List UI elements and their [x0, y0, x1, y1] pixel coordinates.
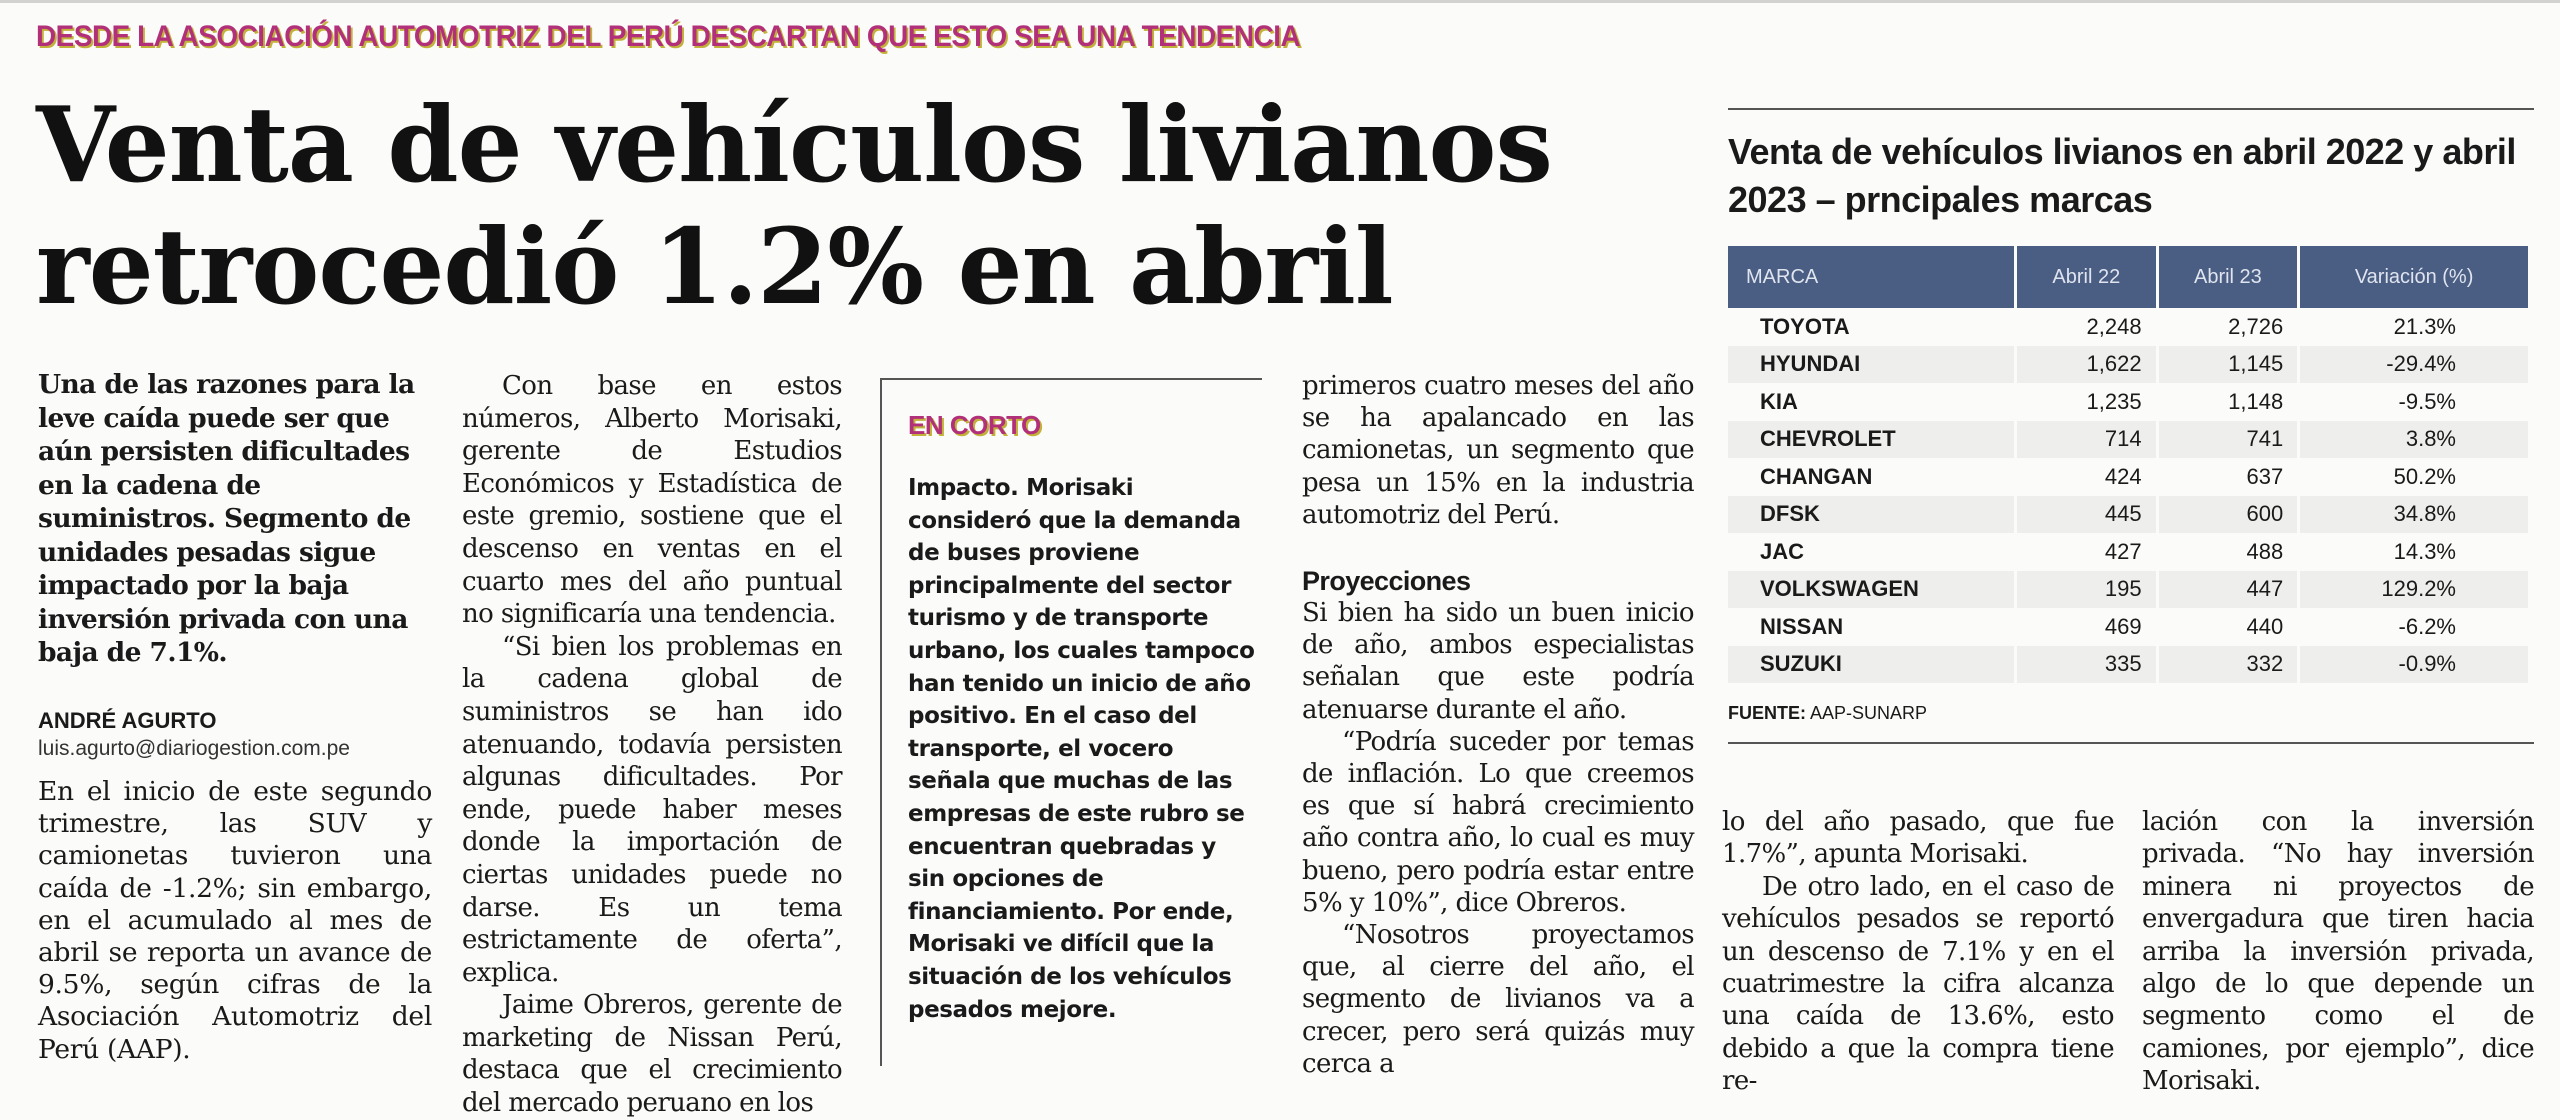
- brand-cell: VOLKSWAGEN: [1728, 571, 2014, 609]
- brand-cell: CHEVROLET: [1728, 421, 2014, 459]
- variation-cell: -0.9%: [2300, 646, 2528, 684]
- author-email[interactable]: luis.agurto@diariogestion.com.pe: [38, 737, 350, 760]
- column-header-abril-23: Abril 23: [2159, 246, 2298, 308]
- summary-text: Una de las razones para la leve caída puede ser que aún persisten dificultades en la cadena de suministros. Segmento de unidades pesadas sigue impactado por la baja inversión privada con una baja de 7.1%.: [38, 369, 415, 668]
- brand-cell: TOYOTA: [1760, 313, 1850, 339]
- abril-23-cell: 1,145: [2159, 346, 2298, 384]
- abril-22-cell: 335: [2017, 646, 2156, 684]
- source-note: [1728, 703, 2534, 724]
- abril-23-cell: 332: [2159, 646, 2298, 684]
- table-row: [1728, 458, 2528, 496]
- headline-line-1: Venta de vehículos livianos: [36, 83, 1552, 206]
- abril-23-cell: 600: [2159, 496, 2298, 534]
- author-name: ANDRÉ AGURTO: [38, 708, 217, 733]
- abril-22-cell: 424: [2104, 463, 2142, 489]
- paragraph: “Si bien los problemas en la cadena global de suministros se han ido atenuando, todavía persisten algunas dificultades. Por ende, puede haber meses donde la importación de ciertas unidades puede no darse. Es un tema estrictamente de oferta”, explica.: [462, 631, 842, 988]
- abril-22-cell: 195: [2017, 571, 2156, 609]
- table-row: [1728, 346, 2528, 384]
- brand-cell: HYUNDAI: [1728, 346, 2014, 384]
- column-header-marca: MARCA: [1728, 246, 2014, 308]
- table-row: [1728, 608, 2528, 646]
- paragraph: lación con la inversión privada. “No hay inversión minera ni proyectos de envergadura que tiren hacia arriba la inversión privada, algo de lo que depende un segmento como el de camiones, por ejemplo”, dice Morisaki.: [2142, 807, 2534, 1097]
- paragraph: De otro lado, en el caso de vehículos pesados se reportó un descenso de 7.1% y en el cuatrimestre la cifra alcanza una caída de 13.6%, esto debido a que la compra tiene re-: [1722, 871, 2114, 1097]
- brand-cell: CHANGAN: [1760, 463, 1873, 489]
- table-row: [1728, 646, 2528, 684]
- divider: [1728, 742, 2534, 744]
- abril-22-cell: 469: [2104, 613, 2142, 639]
- en-corto-box: [880, 378, 1262, 1066]
- brand-cell: SUZUKI: [1728, 646, 2014, 684]
- source-value: AAP-SUNARP: [1810, 703, 1928, 723]
- infobox-title: Venta de vehículos livianos en abril 2022 y abril 2023 – prncipales marcas: [1728, 131, 2516, 220]
- column-header-variacion: Variación (%): [2300, 246, 2528, 308]
- paragraph: Con base en estos números, Alberto Morisaki, gerente de Estudios Económicos y Estadística de este gremio, sostiene que el descenso en ventas en el cuarto mes del año puntual no significaría una tendencia.: [462, 371, 842, 630]
- table-row: [1728, 308, 2528, 346]
- abril-23-cell: 1,148: [2228, 388, 2284, 414]
- article-column-1: [38, 776, 432, 1066]
- article-column-5: [2142, 806, 2534, 1098]
- variation-cell: 129.2%: [2300, 571, 2528, 609]
- variation-cell: 3.8%: [2300, 421, 2528, 459]
- brand-cell: KIA: [1760, 388, 1798, 414]
- article-column-4: [1722, 806, 2114, 1098]
- variation-cell: -6.2%: [2398, 613, 2456, 639]
- en-corto-label: EN CORTO: [908, 410, 1041, 440]
- summary: [38, 368, 440, 670]
- paragraph: En el inicio de este segundo trimestre, las SUV y camionetas tuvieron una caída de -1.2%; sin embargo, en el acumulado al mes de abril se reporta un avance de 9.5%, según cifras de la Asociación Automotriz del Perú (AAP).: [38, 776, 432, 1065]
- table-header-row: [1728, 246, 2528, 308]
- table-row: [1728, 496, 2528, 534]
- article-column-3: [1302, 370, 1694, 1080]
- article-column-2: [462, 370, 842, 1120]
- subhead-proyecciones: Proyecciones: [1302, 566, 1471, 597]
- abril-22-cell: 2,248: [2086, 313, 2142, 339]
- abril-23-cell: 488: [2246, 538, 2284, 564]
- paragraph: primeros cuatro meses del año se ha apalancado en las camionetas, un segmento que pesa un 15% en la industria automotriz del Perú.: [1302, 371, 1694, 530]
- variation-cell: 14.3%: [2393, 538, 2456, 564]
- headline-line-2: retrocedió 1.2% en abril: [36, 205, 1393, 328]
- variation-cell: 34.8%: [2300, 496, 2528, 534]
- variation-cell: 21.3%: [2393, 313, 2456, 339]
- abril-22-cell: 714: [2017, 421, 2156, 459]
- abril-23-cell: 440: [2246, 613, 2284, 639]
- abril-23-cell: 2,726: [2228, 313, 2284, 339]
- en-corto-text: Impacto. Morisaki consideró que la demanda de buses proviene principalmente del sector turismo y de transporte urbano, los cuales tampoco han tenido un inicio de año positivo. En el caso del transporte, el vocero señala que muchas de las empresas de este rubro se encuentran quebradas y sin opciones de financiamiento. Por ende, Morisaki ve difícil que la situación de los vehículos pesados mejore.: [908, 475, 1255, 1023]
- headline: [36, 84, 1643, 328]
- variation-cell: -29.4%: [2300, 346, 2528, 384]
- abril-23-cell: 637: [2246, 463, 2284, 489]
- abril-23-cell: 447: [2159, 571, 2298, 609]
- abril-22-cell: 445: [2017, 496, 2156, 534]
- brand-cell: JAC: [1760, 538, 1805, 564]
- brand-cell: NISSAN: [1760, 613, 1844, 639]
- variation-cell: -9.5%: [2398, 388, 2456, 414]
- sales-infobox: [1728, 108, 2534, 744]
- kicker: DESDE LA ASOCIACIÓN AUTOMOTRIZ DEL PERÚ DESCARTAN QUE ESTO SEA UNA TENDENCIA: [36, 20, 1301, 53]
- paragraph: lo del año pasado, que fue 1.7%”, apunta Morisaki.: [1722, 807, 2114, 870]
- column-header-abril-22: Abril 22: [2017, 246, 2156, 308]
- abril-22-cell: 1,622: [2017, 346, 2156, 384]
- source-label: FUENTE:: [1728, 703, 1806, 723]
- paragraph: “Nosotros proyectamos que, al cierre del año, el segmento de livianos va a crecer, pero será quizás muy cerca a: [1302, 920, 1694, 1079]
- abril-22-cell: 427: [2104, 538, 2142, 564]
- variation-cell: 50.2%: [2393, 463, 2456, 489]
- divider: [1728, 108, 2534, 110]
- top-rule: [0, 0, 2560, 3]
- sales-table: [1725, 246, 2531, 683]
- abril-22-cell: 1,235: [2086, 388, 2142, 414]
- table-row: [1728, 533, 2528, 571]
- table-row: [1728, 571, 2528, 609]
- abril-23-cell: 741: [2159, 421, 2298, 459]
- brand-cell: DFSK: [1728, 496, 2014, 534]
- table-row: [1728, 421, 2528, 459]
- paragraph: Jaime Obreros, gerente de marketing de Nissan Perú, destaca que el crecimiento del mercado peruano en los: [462, 990, 842, 1119]
- paragraph: “Podría suceder por temas de inflación. Lo que creemos es que sí habrá crecimiento año contra año, lo cual es muy bueno, pero podría estar entre 5% y 10%”, dice Obreros.: [1302, 726, 1694, 918]
- table-row: [1728, 383, 2528, 421]
- paragraph: Si bien ha sido un buen inicio de año, ambos especialistas señalan que este podría atenuarse durante el año.: [1302, 598, 1694, 725]
